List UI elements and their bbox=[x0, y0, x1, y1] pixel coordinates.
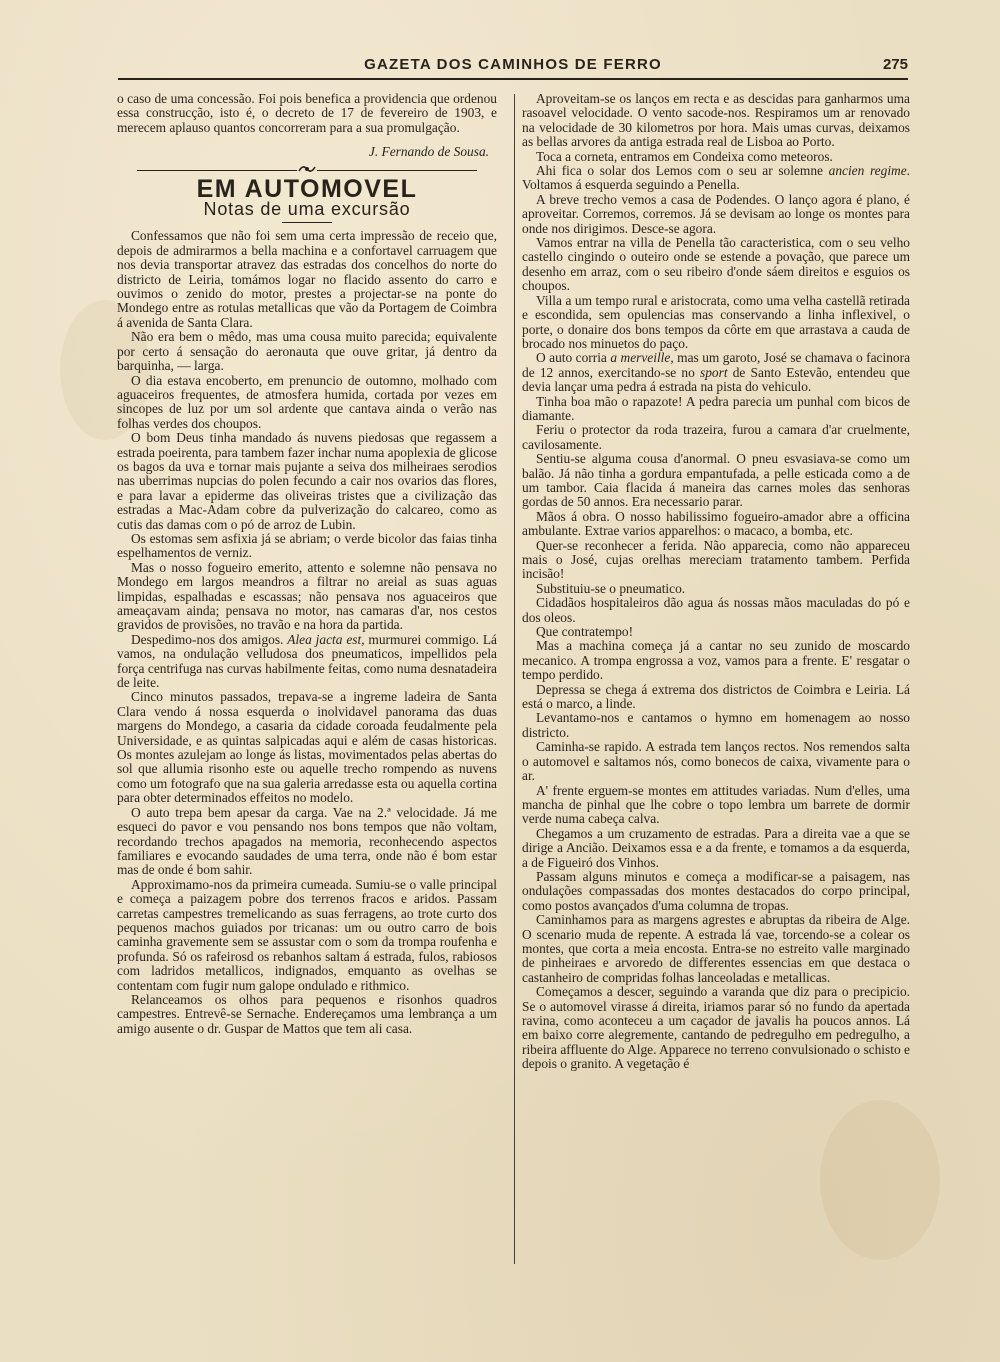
article-paragraph: Mas a machina começa já a cantar no seu zunido de moscardo mecanico. A trompa engrossa a voz, vamos para a frente. E' resgatar o tempo perdido. bbox=[522, 638, 910, 683]
article-paragraph: Vamos entrar na villa de Penella tão caracteristica, com o seu velho castello cingindo o outeiro onde se estende a povação, que parece um desenho em arraz, com o seu ribeiro d'onde sáem direitos e esguios os choupos. bbox=[522, 235, 910, 294]
text-run: O auto corria bbox=[536, 350, 611, 366]
article-paragraph: Começamos a descer, seguindo a varanda que diz para o precipicio. Se o automovel virasse á direita, iriamos parar só no fundo da apertada ravina, como aconteceu a um caçador de javalis ha poucos annos. Lá em baixo corre alegremente, cantando de pedregulho em pedregulho, a ribeira affluente do Alge. Apparece no terreno convulsionado o schisto e depois o granito. A vegetação é bbox=[522, 984, 910, 1072]
article-paragraph: Relanceamos os olhos para pequenos e risonhos quadros campestres. Entrevê-se Sernache. Endereçamos uma lembrança a um amigo ausente o dr. Guspar de Mattos que tem ali casa. bbox=[117, 991, 497, 1036]
article-paragraph: O bom Deus tinha mandado ás nuvens piedosas que regassem a estrada poeirenta, para tambem fazer inchar numa apoplexia de glicose os bagos da uva e tornar mais pujante a seiva dos milheiraes serodios nas uberrimas nupcias do polen fecundo a cair nos ovarios das flores, e para lavar a epiderme das oliveiras tristes que a civilização das estradas a Mac-Adam cobre da pulverização do calcareo, como as cutis das damas com o pó de arroz de Lubin. bbox=[117, 430, 497, 532]
column-divider bbox=[514, 94, 515, 1264]
article-paragraph bbox=[522, 351, 910, 394]
article-paragraph: O auto trepa bem apesar da carga. Vae na 2.ª velocidade. Já me esqueci do pavor e vou pensando nos bons tempos que não voltam, recordando trechos apagados na memoria, reconhecendo aspectos familiares e evocando saudades de uma terra, onde não é bom estar mas de onde é bom sahir. bbox=[117, 804, 497, 878]
article-paragraph: Aproveitam-se os lanços em recta e as descidas para ganharmos uma rasoavel velocidade. O vento sacode-nos. Respiramos um ar renovado na velocidade de 30 kilometros por hora. Mais umas curvas, deixamos as bellas arvores da antiga estrada real de Lisboa ao Porto. bbox=[522, 91, 910, 150]
intro-paragraph: o caso de uma concessão. Foi pois benefica a providencia que ordenou essa construcção, isto é, o decreto de 17 de fevereiro de 1903, e merecem aplauso quantos concorreram para a sua promulgação. bbox=[117, 91, 497, 135]
article-paragraph: Substituiu-se o pneumatico. bbox=[536, 580, 686, 596]
article-paragraph: Villa a um tempo rural e aristocrata, como uma velha castellã retirada e escondida, sem opulencias mas conservando a linha inflexivel, o porte, o donaire dos bons tempos da côrte em que arrastava a cauda de brocado nos minuetos do paço. bbox=[522, 292, 910, 351]
article-paragraph: Feriu o protector da roda trazeira, furou a camara d'ar cruelmente, cavilosamente. bbox=[522, 422, 910, 452]
ornament-icon bbox=[298, 164, 316, 174]
article-paragraph: Confessamos que não foi sem uma certa impressão de receio que, depois de admirarmos a bella machina e a confortavel carruagem que nos devia transportar atravez das estradas dos concelhos do norte do districto de Leiria, tomámos logar no flacido assento do carro e ouvimos o zenido do motor, prestes a projectar-se na ponte do Mondego entre as rotulas metallicas que vão da Portagem de Coimbra á avenida de Santa Clara. bbox=[117, 228, 497, 330]
text-run: , mas um garoto, José se chamava o facinora de 12 annos, exercitando-se no bbox=[522, 350, 911, 380]
subtitle-rule bbox=[282, 222, 332, 223]
article-paragraph: O dia estava encoberto, em prenuncio de outomno, molhado com aguaceiros frequentes, de atmosfera humida, cortada por vezes em sincopes de luz por um sol ardente que cantava ainda o verão nas folhas verdes dos choupos. bbox=[117, 372, 497, 431]
header-rule bbox=[118, 78, 908, 80]
article-paragraph bbox=[522, 164, 910, 193]
article-paragraph: Não era bem o mêdo, mas uma cousa muito parecida; equivalente por certo á sensação do aeronauta que ouve gritar, já dentro da barquinha, — larga. bbox=[117, 329, 497, 374]
article-paragraph: Os estomas sem asfixia já se abriam; o verde bicolor das faias tinha espelhamentos de verniz. bbox=[117, 530, 497, 561]
right-article-body bbox=[522, 92, 910, 1072]
article-paragraph: Depressa se chega á extrema dos districtos de Coimbra e Leiria. Lá está o marco, a linde. bbox=[522, 681, 910, 712]
article-paragraph: Tinha boa mão o rapazote! A pedra parecia um punhal com bicos de diamante. bbox=[522, 393, 910, 423]
article-paragraph: Quer-se reconhecer a ferida. Não apparecia, como não appareceu mais o José, cujas orelhas mereciam tratamento tambem. Perfida incisão! bbox=[522, 537, 910, 582]
article-paragraph: Caminha-se rapido. A estrada tem lanços rectos. Nos remendos salta o automovel e saltamos nós, como bonecos de caixa, vivamente para o ar. bbox=[522, 739, 910, 784]
publication-title: GAZETA DOS CAMINHOS DE FERRO bbox=[364, 56, 662, 73]
article-paragraph: Caminhamos para as margens agrestes e abruptas da ribeira de Alge. O scenario muda de repente. A estrada lá vae, torcendo-se a colear os montes, que corta a meia encosta. Entra-se no estreito valle marginado de pinheiraes e arvoredo de differentes essencias em que destaca o castanheiro de compridas folhas lanceoladas e metallicas. bbox=[522, 912, 910, 985]
article-paragraph: Cinco minutos passados, trepava-se a ingreme ladeira de Santa Clara vendo á nossa esquerda o inolvidavel panorama das duas margens do Mondego, a casaria da cidade coroada feudalmente pela Universidade, e as quintas salpicadas aqui e além de casas historicas. Os montes azulejam ao longe ás listas, movimentados pelas abertas do sol que allumia risonho este ou aquelle trecho rompendo as nuvens como um fotografo que na sua galeria arredasse esta ou aquella cortina para obter determinados effeitos no modelo. bbox=[117, 689, 497, 806]
ornament-divider bbox=[117, 164, 497, 178]
article-paragraph: Sentiu-se alguma cousa d'anormal. O pneu esvasiava-se como um balão. Já não tinha a gordura empantufada, a pelle esticada como a de um tambor. Caia flacida á maneira das carnes moles das senhoras gordas de 50 annos. Era necessario parar. bbox=[522, 451, 910, 510]
text-run: , murmurei commigo. Lá vamos, na ondulação velludosa dos pneumaticos, impellidos pela força centrifuga nas curvas habilmente feitas, como numa desnatadeira de leite. bbox=[117, 631, 497, 691]
article-paragraph: Chegamos a um cruzamento de estradas. Para a direita vae a que se dirige a Ancião. Deixamos essa e a da frente, e tomamos a da esquerda, a de Figueiró dos Vinhos. bbox=[522, 825, 910, 870]
italic-phrase: a merveille bbox=[610, 350, 671, 366]
right-column bbox=[522, 92, 910, 1072]
ornament-line-left bbox=[137, 170, 297, 171]
paper-stain bbox=[820, 1100, 940, 1260]
ornament-line-right bbox=[317, 170, 477, 171]
left-article-body bbox=[117, 229, 497, 1036]
article-paragraph: A' frente erguem-se montes em attitudes variadas. Num d'elles, uma mancha de pinhal que lhe cobre o topo lembra um barrete de dormir verde numa cabeça calva. bbox=[522, 782, 910, 827]
text-run: Despedimo-nos dos amigos. bbox=[131, 631, 288, 647]
author-signature: J. Fernando de Sousa. bbox=[368, 144, 489, 160]
article-paragraph: Mas o nosso fogueiro emerito, attento e solemne não pensava no Mondego em largos meandros a filtrar no areial as suas aguas limpidas, espalhadas e escassas; não pensava nos aguaceiros que ameaçavam ainda; pensava no motor, nas camaras d'ar, nos cestos gravidos de provisões, no travão e na hora da partida. bbox=[117, 559, 497, 633]
page-header bbox=[118, 56, 908, 78]
article-paragraph bbox=[117, 633, 497, 691]
article-paragraph: Toca a corneta, entramos em Condeixa como meteoros. bbox=[536, 148, 833, 164]
text-run: de Santo Estevão, entendeu que devia lançar uma pedra á estrada na pista do vehiculo. bbox=[522, 364, 910, 395]
left-column bbox=[117, 92, 497, 1036]
article-title: EM AUTOMOVEL bbox=[196, 174, 418, 203]
article-paragraph: A breve trecho vemos a casa de Podendes. O lanço agora é plano, é aproveitar. Corremos, corremos. Já se devisam ao longe os montes para onde nos dirigimos. Desce-se agora. bbox=[522, 191, 910, 236]
article-paragraph: Cidadãos hospitaleiros dão agua ás nossas mãos maculadas do pó e dos oleos. bbox=[522, 595, 910, 625]
italic-phrase: ancien regime bbox=[828, 163, 907, 179]
italic-phrase: sport bbox=[700, 364, 728, 380]
text-run: . Voltamos á esquerda seguindo a Penella. bbox=[522, 163, 911, 193]
article-subtitle: Notas de uma excursão bbox=[203, 199, 411, 220]
text-run: Ahi fica o solar dos Lemos com o seu ar solemne bbox=[536, 163, 829, 179]
article-paragraph: Que contratempo! bbox=[536, 624, 634, 640]
article-paragraph: Passam alguns minutos e começa a modificar-se a paisagem, nas ondulações compassadas dos montes destacados do corpo principal, como postos avançados d'uma columna de tropas. bbox=[522, 868, 910, 913]
article-paragraph: Approximamo-nos da primeira cumeada. Sumiu-se o valle principal e começa a paizagem pobre dos terrenos fracos e aridos. Passam carretas campestres tremelicando as suas ferragens, ao trote curto dos pequenos machos guiados por tricanas: um ou outro carro de bois caminha gravemente sem se assustar com o som da trompa roufenha e profunda. Só os rafeirosd os rebanhos saltam á estrada, fulos, rabiosos com ladridos metallicos, indignados, emquanto as ovelhas se contentam com fugir num galope ondulado e rithmico. bbox=[117, 876, 497, 993]
article-paragraph: Levantamo-nos e cantamos o hymno em homenagem ao nosso districto. bbox=[522, 710, 910, 740]
page-number: 275 bbox=[882, 56, 908, 73]
article-paragraph: Mãos á obra. O nosso habilissimo fogueiro-amador abre a officina ambulante. Extrae varios apparelhos: o macaco, a bomba, etc. bbox=[522, 508, 910, 539]
italic-phrase: Alea jacta est bbox=[287, 631, 362, 647]
